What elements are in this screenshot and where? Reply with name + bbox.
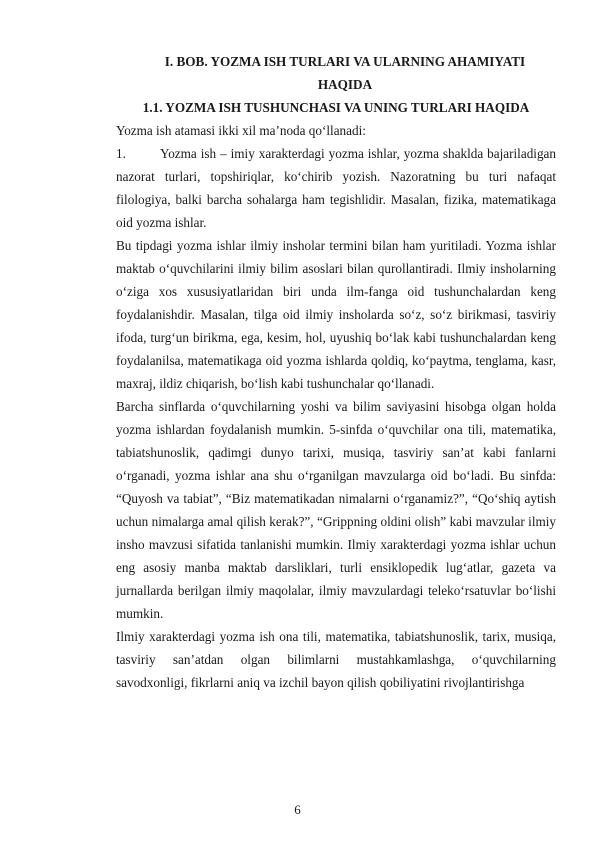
page-content (116, 50, 556, 694)
paragraph-4: Ilmiy xarakterdagi yozma ish ona tili, matematika, tabiatshunoslik, tarix, musiqa, tasviriy san’atdan olgan bilimlarni mustahkamlashga, o‘quvchilarning savodxonligi, fikrlarni aniq va izchil bayon qilish qobiliyatini rivojlantirishga (116, 629, 556, 690)
chapter-title-line-2: HAQIDA (317, 77, 373, 92)
list-item-1-number: 1. (116, 146, 126, 161)
list-item-1 (116, 142, 556, 234)
section-title: 1.1. YOZMA ISH TUSHUNCHASI VA UNING TURLARI HAQIDA (142, 100, 530, 115)
page-number: 6 (294, 802, 301, 817)
chapter-title-line-1: I. BOB. YOZMA ISH TURLARI VA ULARNING AHAMIYATI (164, 54, 526, 69)
paragraph-3: Barcha sinflarda o‘quvchilarning yoshi va bilim saviyasini hisobga olgan holda yozma ishlardan foydalanish mumkin. 5-sinfda o‘quvchilar ona tili, matematika, tabiatshunoslik, qadimgi dunyo tarixi, musiqa, tasviriy san’at kabi fanlarni o‘rganadi, yozma ishlar ana shu o‘rganilgan mavzularga oid bo‘ladi. Bu sinfda: “Quyosh va tabiat”, “Biz matematikadan nimalarni o‘rganamiz?”, “Qo‘shiq aytish uchun nimalarga amal qilish kerak?”, “Grippning oldini olish” kabi mavzular ilmiy insho mavzusi sifatida tanlanishi mumkin. Ilmiy xarakterdagi yozma ishlar uchun eng asosiy manba maktab darsliklari, turli ensiklopedik lug‘atlar, gazeta va jurnallarda berilgan ilmiy maqolalar, ilmiy mavzulardagi teleko‘rsatuvlar bo‘lishi mumkin. (116, 399, 556, 621)
paragraph-2: Bu tipdagi yozma ishlar ilmiy insholar termini bilan ham yuritiladi. Yozma ishlar maktab o‘quvchilarini ilmiy bilim asoslari bilan qurollantiradi. Ilmiy insholarning o‘ziga xos xususiyatlaridan biri unda ilm-fanga oid tushunchalardan keng foydalanishdir. Masalan, tilga oid ilmiy insholarda so‘z, so‘z birikmasi, tasviriy ifoda, turg‘un birikma, ega, kesim, hol, uyushiq bo‘lak kabi tushunchalardan keng foydalanilsa, matematikaga oid yozma ishlarda qoldiq, ko‘paytma, tenglama, kasr, maxraj, ildiz chiqarish, bo‘lish kabi tushunchalar qo‘llanadi. (116, 238, 556, 391)
chapter-title (116, 50, 556, 96)
list-item-1-text: Yozma ish – imiy xarakterdagi yozma ishlar, yozma shaklda bajariladigan nazorat turlari, topshiriqlar, ko‘chirib yozish. Nazoratning bu turi nafaqat filologiya, balki barcha sohalarga ham tegishlidir. Masalan, fizika, matematikaga oid yozma ishlar. (116, 146, 556, 230)
intro-paragraph: Yozma ish atamasi ikki xil ma’noda qo‘llanadi: (116, 123, 366, 138)
